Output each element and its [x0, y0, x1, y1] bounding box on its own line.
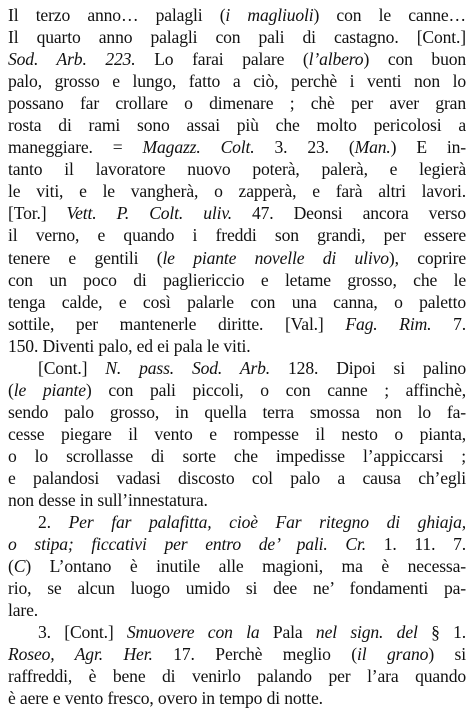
- text-line: [8, 291, 466, 313]
- text-line: [8, 621, 466, 643]
- text-line: [8, 269, 466, 291]
- text-line: [8, 180, 466, 202]
- text-line: [8, 136, 466, 158]
- text-run: ) con le canne…: [313, 5, 466, 25]
- text-run: tanto il lavoratore nuovo poterà, palerà, e legierà: [8, 159, 466, 180]
- italic-run: nel sign. del: [315, 622, 418, 643]
- entry-block-3: [8, 511, 466, 621]
- italic-run: Sod. Arb. 223.: [8, 49, 136, 70]
- text-line: [8, 665, 466, 687]
- text-line: [8, 26, 466, 48]
- italic-run: le piante novelle di ulivo: [162, 247, 389, 268]
- italic-run: Smuovere con la: [126, 622, 260, 643]
- text-line: [8, 202, 466, 224]
- text-run: 128. Dipoi si palino: [270, 357, 466, 378]
- text-run: sottile, per mantenerle diritte. [Val.]: [8, 313, 346, 334]
- italic-run: Per far palafitta, cioè Far ritegno di ghiaja,: [68, 512, 466, 533]
- text-run: 47. Deonsi ancora verso: [231, 203, 466, 224]
- text-run: ) si: [428, 644, 466, 665]
- text-run: Lo farai palare (: [135, 49, 309, 70]
- text-line: [8, 335, 466, 357]
- text-line: [8, 489, 466, 511]
- text-run: e palandosi vadasi discosto col palo a causa ch’egli: [8, 467, 466, 488]
- text-line: [8, 313, 466, 335]
- text-line: [8, 577, 466, 599]
- text-line: [8, 401, 466, 423]
- entry-block-2: [8, 357, 466, 511]
- text-run: 150. Diventi palo, ed ei pala le viti.: [8, 335, 251, 356]
- text-run: sendo palo grosso, in quella terra smossa non lo fa-: [8, 401, 466, 422]
- text-line: [8, 555, 466, 577]
- italic-run: Magazz. Colt.: [142, 137, 255, 158]
- text-run: ) con buon: [363, 49, 467, 70]
- text-run: 7.: [431, 313, 466, 334]
- text-run: rio, se alcun luogo umido si dee ne’ fondamenti pa-: [8, 578, 466, 599]
- text-line: [8, 4, 466, 26]
- text-line: [8, 379, 466, 401]
- text-line: [8, 599, 466, 621]
- text-line: [8, 247, 466, 269]
- text-run: ), coprire: [388, 247, 467, 268]
- text-run: cesse piegare il vento e rompesse il nesto o pianta,: [8, 423, 466, 444]
- text-line: [8, 357, 466, 379]
- text-line: [8, 158, 466, 180]
- italic-run: N. pass. Sod. Arb.: [105, 357, 271, 378]
- text-run: le viti, e le vangherà, o zapperà, e farà altri lavori.: [8, 181, 466, 202]
- text-run: 17. Perchè meglio (: [152, 644, 358, 665]
- text-run: tenere e gentili (: [8, 247, 163, 268]
- text-run: 2.: [38, 512, 69, 533]
- text-line: [8, 511, 466, 533]
- text-run: (: [8, 379, 14, 400]
- italic-run: l’albero: [308, 49, 364, 70]
- italic-run: Roseo, Agr. Her.: [8, 644, 153, 665]
- text-run: [Tor.]: [8, 203, 67, 224]
- text-line: [8, 48, 466, 70]
- text-run: § 1.: [417, 622, 466, 643]
- text-line: [8, 70, 466, 92]
- text-run: palo, grosso e lungo, fatto a ciò, perchè i venti non lo: [8, 71, 466, 92]
- text-run: tenga calde, e così palarle con una canna, o paletto: [8, 291, 466, 312]
- text-run: 3. 23. (: [254, 137, 355, 158]
- text-line: [8, 224, 466, 246]
- text-run: con un poco di pagliericcio e letame grosso, che le: [8, 269, 466, 290]
- text-run: possano far crollare o dimenare ; chè per aver gran: [8, 93, 466, 114]
- text-run: o lo scrollasse di sorte che impedisse l’appiccarsi ;: [8, 445, 466, 466]
- text-run: 3. [Cont.]: [38, 622, 127, 643]
- text-run: è aere e vento fresco, overo in tempo di notte.: [8, 688, 323, 709]
- text-run: non desse in sull’innestatura.: [8, 490, 208, 511]
- text-line: [8, 114, 466, 136]
- text-line: [8, 533, 466, 555]
- entry-block-4: [8, 621, 466, 709]
- text-run: ) E in-: [390, 137, 466, 158]
- italic-run: le piante: [13, 379, 86, 400]
- text-line: [8, 445, 466, 467]
- italic-run: Man.: [354, 137, 391, 158]
- text-run: Il terzo anno… palagli (: [8, 5, 226, 25]
- italic-run: o stipa; ficcativi per entro de’ pali. Cr.: [8, 534, 366, 555]
- text-line: [8, 92, 466, 114]
- italic-run: il grano: [357, 644, 429, 665]
- text-run: maneggiare. =: [8, 137, 143, 158]
- italic-run: C: [13, 556, 26, 577]
- text-run: (: [8, 556, 14, 577]
- text-run: raffreddi, è bene di venirlo palando per l’ara quando: [8, 666, 466, 687]
- text-run: ) con pali piccoli, o con canne ; affinchè,: [85, 379, 466, 400]
- text-run: lare.: [8, 600, 39, 621]
- italic-run: i magliuoli: [225, 5, 314, 25]
- text-run: ) L’ontano è inutile alle magioni, ma è necessa-: [25, 556, 466, 577]
- text-run: 1. 11. 7.: [365, 534, 466, 555]
- text-line: [8, 423, 466, 445]
- text-line: [8, 467, 466, 489]
- entry-block-1: [8, 4, 466, 357]
- text-line: [8, 687, 466, 709]
- text-run: [Cont.]: [38, 357, 106, 378]
- text-run: Il quarto anno palagli con pali di castagno. [Cont.]: [8, 27, 466, 48]
- text-run: Pala: [259, 622, 316, 643]
- text-run: rosta di rami sono assai più che molto pericolosi a: [8, 115, 466, 136]
- text-run: il verno, e quando i freddi son grandi, per essere: [8, 225, 466, 246]
- italic-run: Vett. P. Colt. uliv.: [66, 203, 232, 224]
- italic-run: Fag. Rim.: [345, 313, 432, 334]
- text-line: [8, 643, 466, 665]
